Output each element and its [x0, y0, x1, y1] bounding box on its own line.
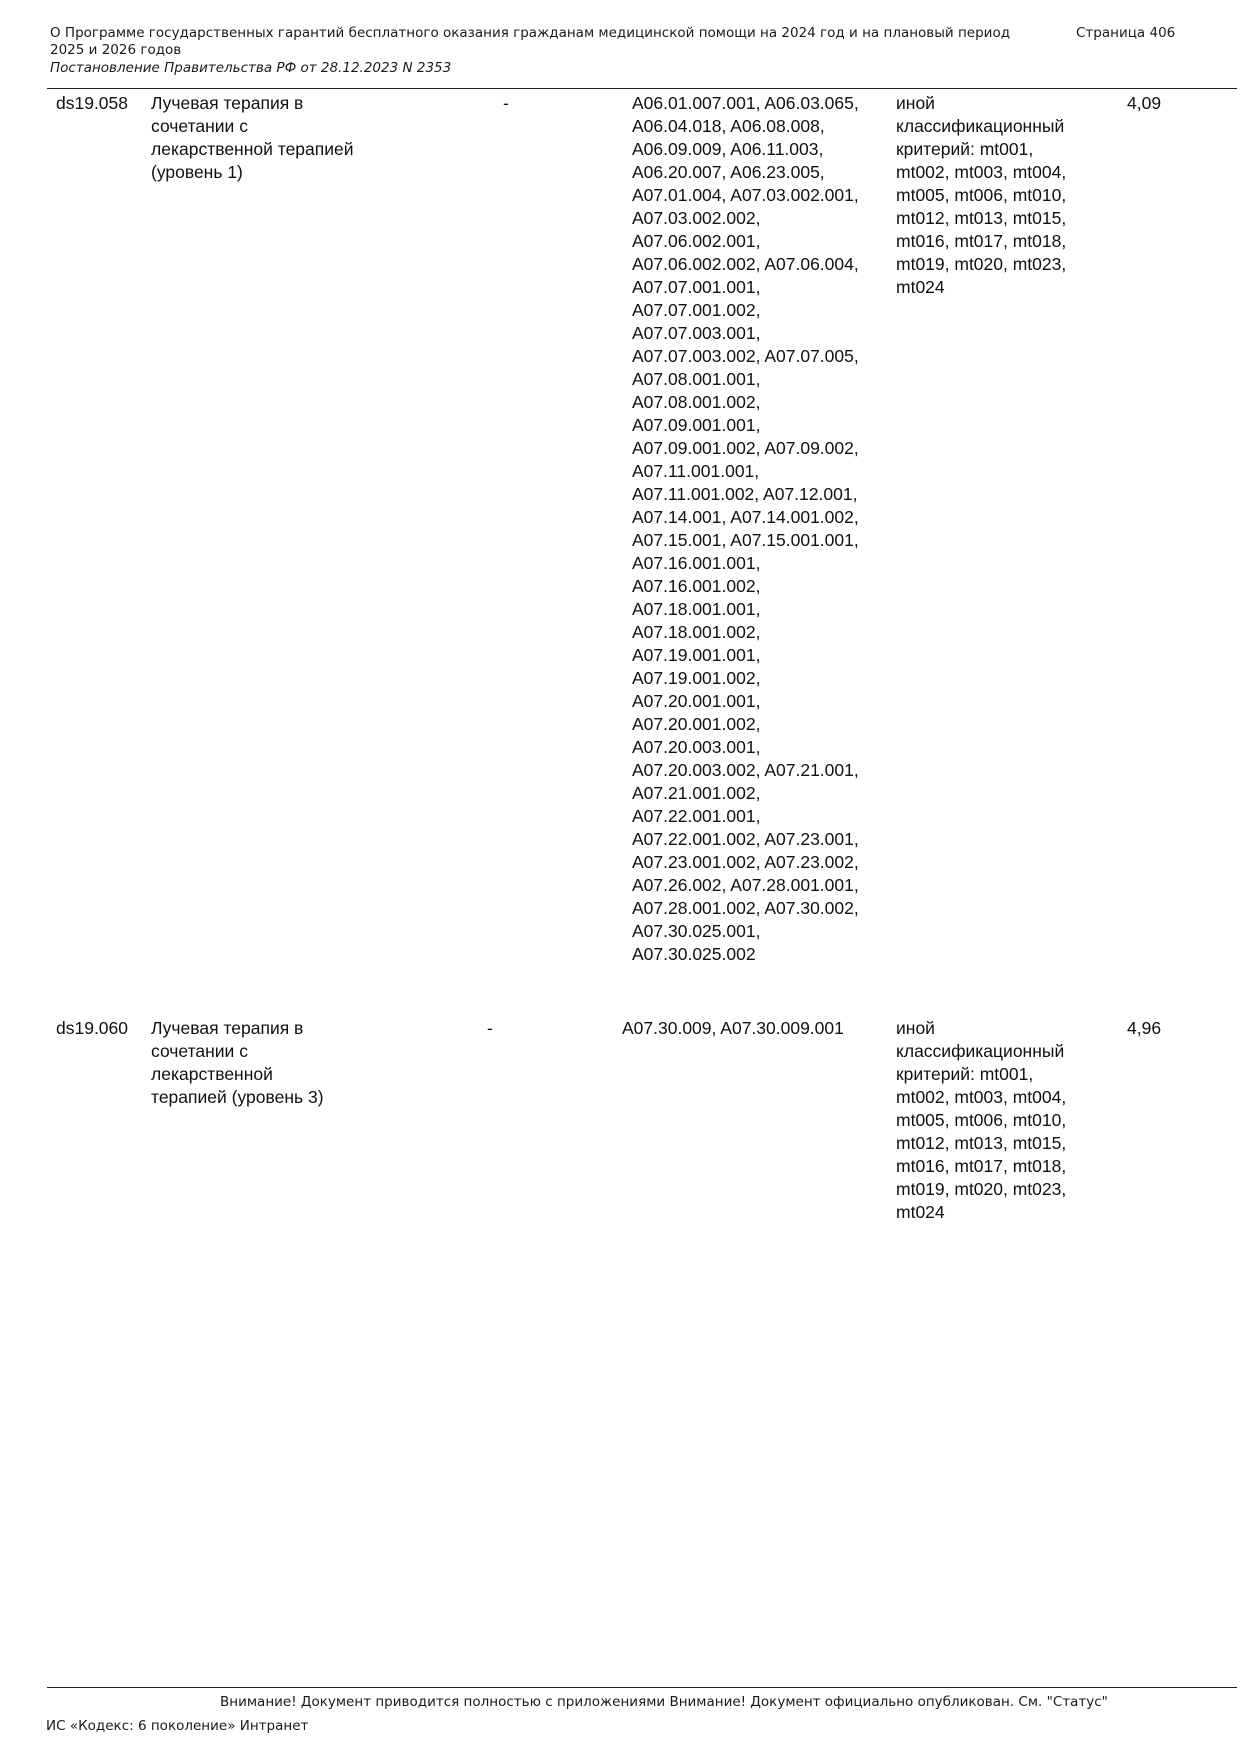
- service-code-line: A07.30.009, A07.30.009.001: [622, 1018, 844, 1038]
- criteria-line: mt012, mt013, mt015,: [896, 208, 1067, 228]
- row-coefficient: 4,09: [1127, 93, 1162, 113]
- row-name: [151, 1017, 411, 1109]
- row-dash: -: [487, 1018, 493, 1038]
- service-code-line: A07.07.003.001,: [632, 323, 761, 343]
- service-code-line: A07.08.001.002,: [632, 392, 761, 412]
- criteria-line: иной: [896, 93, 935, 113]
- row-name-line: терапией (уровень 3): [151, 1087, 324, 1107]
- service-code-line: A07.14.001, A07.14.001.002,: [632, 507, 859, 527]
- criteria-line: иной: [896, 1018, 935, 1038]
- row-criteria: [896, 92, 1096, 299]
- service-code-line: A07.07.003.002, A07.07.005,: [632, 346, 859, 366]
- criteria-line: классификационный: [896, 1041, 1065, 1061]
- service-code-line: A07.11.001.001,: [632, 461, 760, 481]
- document-subtitle: Постановление Правительства РФ от 28.12.2023 N 2353: [50, 60, 452, 76]
- row-dash: -: [503, 93, 509, 113]
- service-code-line: A07.07.001.002,: [632, 300, 761, 320]
- criteria-line: критерий: mt001,: [896, 139, 1034, 159]
- row-name-line: Лучевая терапия в: [151, 1018, 304, 1038]
- service-code-line: A07.15.001, A07.15.001.001,: [632, 530, 859, 550]
- row-name-line: Лучевая терапия в: [151, 93, 304, 113]
- row-code: ds19.058: [56, 93, 129, 113]
- criteria-line: mt012, mt013, mt015,: [896, 1133, 1067, 1153]
- criteria-line: mt016, mt017, mt018,: [896, 231, 1067, 251]
- footer-system-label: ИС «Кодекс: 6 поколение» Интранет: [46, 1718, 309, 1734]
- header-divider: [47, 88, 1237, 89]
- page-number: Страница 406: [1076, 25, 1176, 41]
- row-name-line: лекарственной терапией: [151, 139, 354, 159]
- criteria-line: mt019, mt020, mt023,: [896, 1179, 1067, 1199]
- service-code-line: A07.26.002, A07.28.001.001,: [632, 875, 859, 895]
- service-code-line: A07.03.002.002,: [632, 208, 761, 228]
- criteria-line: классификационный: [896, 116, 1065, 136]
- criteria-line: критерий: mt001,: [896, 1064, 1034, 1084]
- service-code-line: A07.30.025.002: [632, 944, 756, 964]
- row-name-line: (уровень 1): [151, 162, 243, 182]
- criteria-line: mt024: [896, 277, 945, 297]
- document-title: О Программе государственных гарантий бесплатного оказания гражданам медицинской помощи на 2024 год и на плановый период 2025 и 2026 годов: [50, 25, 1011, 58]
- service-code-line: A07.19.001.002,: [632, 668, 761, 688]
- criteria-line: mt002, mt003, mt004,: [896, 1087, 1067, 1107]
- service-code-line: A07.16.001.001,: [632, 553, 761, 573]
- service-code-line: A07.07.001.001,: [632, 277, 761, 297]
- service-code-line: A06.04.018, A06.08.008,: [632, 116, 825, 136]
- service-code-line: A07.21.001.002,: [632, 783, 761, 803]
- service-code-line: A07.20.001.002,: [632, 714, 761, 734]
- service-code-line: A07.08.001.001,: [632, 369, 761, 389]
- service-code-line: A07.20.003.002, A07.21.001,: [632, 760, 859, 780]
- service-code-line: A07.11.001.002, A07.12.001,: [632, 484, 858, 504]
- row-name-line: сочетании с: [151, 1041, 248, 1061]
- service-code-line: A07.01.004, A07.03.002.001,: [632, 185, 859, 205]
- criteria-line: mt002, mt003, mt004,: [896, 162, 1067, 182]
- service-code-line: A07.09.001.001,: [632, 415, 761, 435]
- row-name-line: сочетании с: [151, 116, 248, 136]
- row-criteria: [896, 1017, 1096, 1224]
- row-name-line: лекарственной: [151, 1064, 273, 1084]
- service-code-line: A07.20.003.001,: [632, 737, 761, 757]
- service-code-line: A07.30.025.001,: [632, 921, 761, 941]
- criteria-line: mt005, mt006, mt010,: [896, 1110, 1067, 1130]
- criteria-line: mt016, mt017, mt018,: [896, 1156, 1067, 1176]
- footer-notice: Внимание! Документ приводится полностью с приложениями Внимание! Документ официально опубликован. См. "Статус": [220, 1694, 1108, 1710]
- row-code: ds19.060: [56, 1018, 129, 1038]
- row-service-codes: [632, 92, 902, 966]
- service-code-line: A06.09.009, A06.11.003,: [632, 139, 824, 159]
- row-coefficient: 4,96: [1127, 1018, 1162, 1038]
- service-code-line: A07.19.001.001,: [632, 645, 761, 665]
- service-code-line: A07.22.001.001,: [632, 806, 761, 826]
- row-name: [151, 92, 411, 184]
- service-code-line: A07.20.001.001,: [632, 691, 761, 711]
- service-code-line: A06.01.007.001, A06.03.065,: [632, 93, 859, 113]
- service-code-line: A07.09.001.002, A07.09.002,: [632, 438, 859, 458]
- row-service-codes: [622, 1017, 892, 1040]
- service-code-line: A07.16.001.002,: [632, 576, 761, 596]
- service-code-line: A07.23.001.002, A07.23.002,: [632, 852, 859, 872]
- footer-divider: [47, 1687, 1237, 1688]
- criteria-line: mt024: [896, 1202, 945, 1222]
- service-code-line: A07.06.002.001,: [632, 231, 761, 251]
- service-code-line: A07.22.001.002, A07.23.001,: [632, 829, 859, 849]
- criteria-line: mt019, mt020, mt023,: [896, 254, 1067, 274]
- service-code-line: A07.06.002.002, A07.06.004,: [632, 254, 859, 274]
- criteria-line: mt005, mt006, mt010,: [896, 185, 1067, 205]
- service-code-line: A07.28.001.002, A07.30.002,: [632, 898, 859, 918]
- service-code-line: A07.18.001.002,: [632, 622, 761, 642]
- service-code-line: A06.20.007, A06.23.005,: [632, 162, 825, 182]
- service-code-line: A07.18.001.001,: [632, 599, 761, 619]
